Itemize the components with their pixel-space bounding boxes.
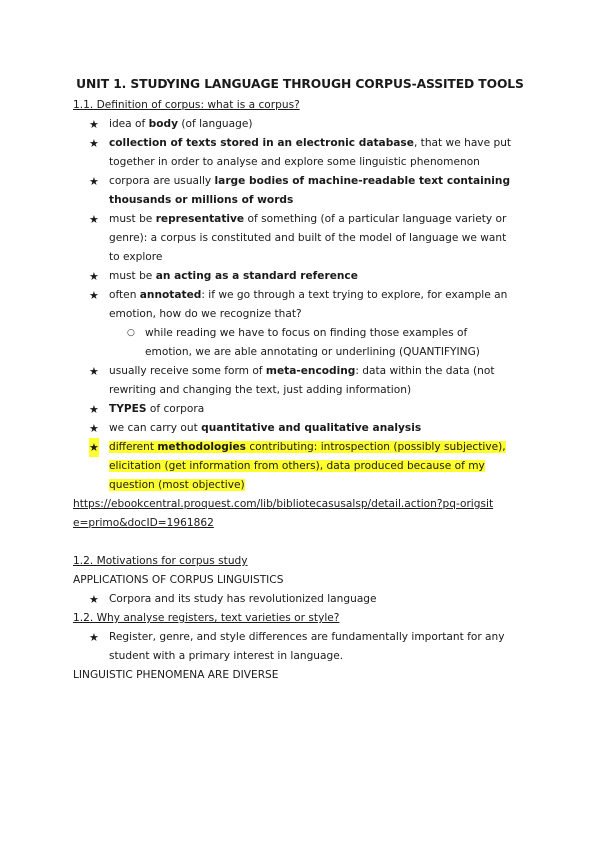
bold-text: TYPES: [109, 403, 147, 415]
bold-text: meta-encoding: [265, 365, 356, 377]
text: emotion, how do we recognize that?: [109, 308, 302, 320]
bullet-body: [73, 115, 533, 134]
text: elicitation (get information from others), data produced because of my: [109, 460, 485, 472]
star-icon: ★: [89, 175, 99, 188]
star-icon: ★: [89, 422, 99, 435]
text: must be: [109, 213, 156, 225]
sub-bullet-quantifying: [73, 324, 533, 362]
bullet-revolutionized: [73, 590, 533, 609]
caps-heading-2: LINGUISTIC PHENOMENA ARE DIVERSE: [73, 669, 279, 681]
bold-text: large bodies of machine-readable text containing: [214, 175, 511, 187]
bullet-meta-encoding: [73, 362, 533, 400]
text: rewriting and changing the text, just adding information): [109, 384, 412, 396]
text: : if we go through a text trying to explore, for example an: [201, 289, 508, 301]
link-text[interactable]: e=primo&docID=1961862: [73, 517, 214, 529]
star-icon: ★: [89, 365, 99, 378]
star-icon: ★: [89, 438, 99, 457]
text: contributing: introspection (possibly subjective),: [245, 441, 506, 453]
section-heading-1-2-why: 1.2. Why analyse registers, text varieties or style?: [73, 612, 340, 624]
reference-link[interactable]: [73, 495, 533, 514]
text: must be: [109, 270, 156, 282]
star-icon: ★: [89, 213, 99, 226]
star-icon: ★: [89, 403, 99, 416]
text: of something (of a particular language variety or: [244, 213, 507, 225]
bold-text: an acting as a standard reference: [155, 270, 358, 282]
text: : data within the data (not: [355, 365, 495, 377]
text: emotion, we are able annotating or underlining (QUANTIFYING): [145, 346, 480, 358]
bullet-register-genre: [73, 628, 533, 666]
text: Register, genre, and style differences are fundamentally important for any: [109, 631, 505, 643]
star-icon: ★: [89, 270, 99, 283]
bullet-collection: [73, 134, 533, 172]
text: together in order to analyse and explore some linguistic phenomenon: [109, 156, 480, 168]
bullet-types: [73, 400, 533, 419]
star-icon: ★: [89, 137, 99, 150]
star-icon: ★: [89, 118, 99, 131]
reference-link-continued[interactable]: [73, 514, 533, 533]
bold-text: annotated: [139, 289, 202, 301]
text: question (most objective): [109, 479, 245, 491]
bold-text: representative: [155, 213, 245, 225]
bullet-methodologies-highlighted: [73, 438, 533, 495]
text: student with a primary interest in language.: [109, 650, 344, 662]
caps-heading: APPLICATIONS OF CORPUS LINGUISTICS: [73, 574, 284, 586]
page-title: UNIT 1. STUDYING LANGUAGE THROUGH CORPUS-ASSITED TOOLS: [76, 77, 524, 91]
bold-text: body: [148, 118, 178, 130]
text: often: [109, 289, 140, 301]
text: we can carry out: [109, 422, 202, 434]
document-body: [73, 96, 533, 685]
bullet-large-bodies: [73, 172, 533, 210]
bullet-standard-reference: [73, 267, 533, 286]
spacer: [73, 533, 533, 552]
text: , that we have put: [413, 137, 512, 149]
bold-text: collection of texts stored in an electronic database: [109, 137, 414, 149]
star-icon: ★: [89, 289, 99, 302]
star-icon: ★: [89, 631, 99, 644]
link-text[interactable]: https://ebookcentral.proquest.com/lib/bibliotecasusalsp/detail.action?pq-origsit: [73, 498, 494, 510]
bold-text: methodologies: [157, 441, 246, 453]
section-heading-1-1: 1.1. Definition of corpus: what is a corpus?: [73, 99, 300, 111]
text: genre): a corpus is constituted and built of the model of language we want: [109, 232, 507, 244]
text: corpora are usually: [109, 175, 215, 187]
star-icon: ★: [89, 593, 99, 606]
bullet-representative: [73, 210, 533, 267]
bold-text: thousands or millions of words: [109, 194, 294, 206]
text: idea of: [109, 118, 149, 130]
text: Corpora and its study has revolutionized language: [109, 593, 377, 605]
bullet-analysis: [73, 419, 533, 438]
text: to explore: [109, 251, 163, 263]
bullet-annotated: [73, 286, 533, 324]
circle-icon: ○: [127, 328, 135, 338]
text: usually receive some form of: [109, 365, 266, 377]
bold-text: quantitative and qualitative analysis: [201, 422, 422, 434]
text: of corpora: [146, 403, 205, 415]
text: different: [109, 441, 158, 453]
text: while reading we have to focus on finding those examples of: [145, 327, 468, 339]
section-heading-1-2: 1.2. Motivations for corpus study: [73, 555, 248, 567]
text: (of language): [177, 118, 253, 130]
